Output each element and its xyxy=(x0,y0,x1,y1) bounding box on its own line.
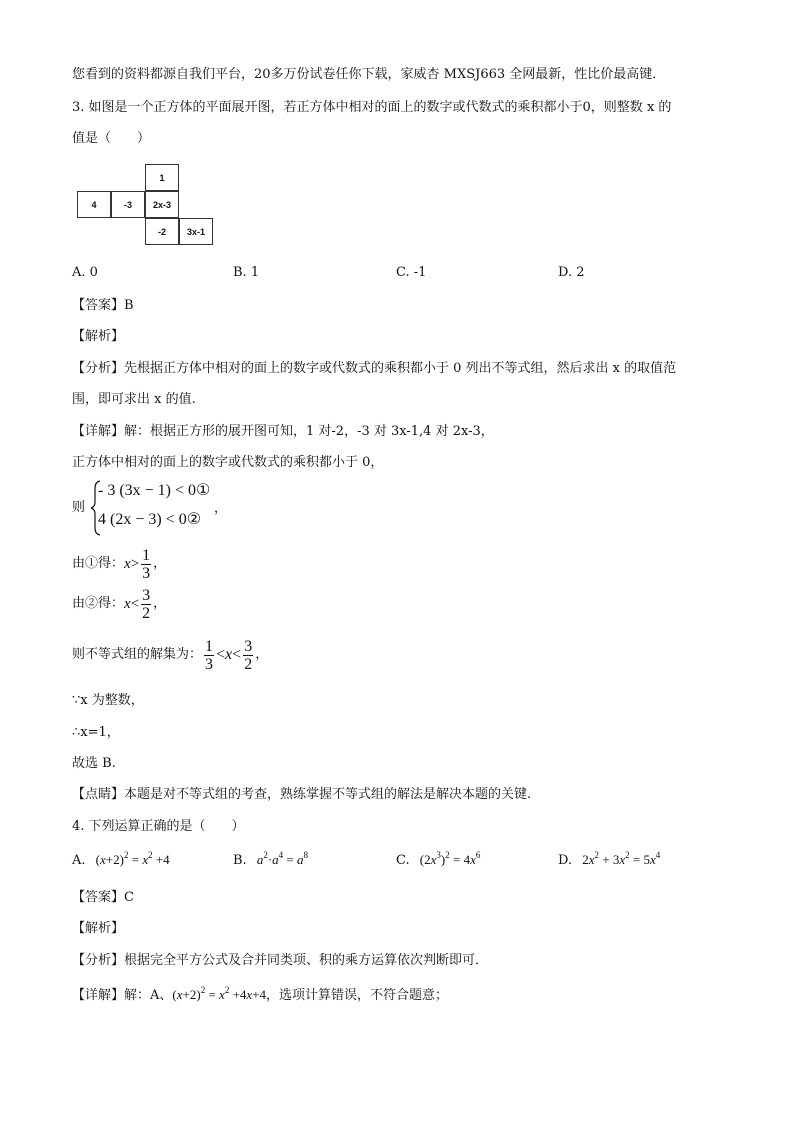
therefore-line: ∴x=1， xyxy=(72,725,120,740)
net-cell-row2-1: 4 xyxy=(77,191,111,218)
q3-fenxi-line1: 【分析】先根据正方体中相对的面上的数字或代数式的乘积都小于 0 列出不等式组，然后求出 x 的取值范 xyxy=(72,361,677,376)
q4-option-d-label: D. xyxy=(558,853,573,868)
system-comma: ， xyxy=(214,501,228,516)
q4-option-b-formula: $a^2\cdot a^4 = a^8$ xyxy=(256,850,309,867)
q4-stem: 4. 下列运算正确的是（ ） xyxy=(72,819,245,834)
var-x: x xyxy=(124,556,131,572)
fraction-one-third: $\frac{1}{3}$ xyxy=(205,637,214,673)
fraction-one-third: $\frac{1}{3}$ xyxy=(142,546,151,582)
from-ineq1 xyxy=(72,544,166,584)
q4-option-a-label: A. xyxy=(72,853,86,868)
comma: ， xyxy=(153,556,167,571)
lt-sign: < xyxy=(130,596,140,612)
comma: ， xyxy=(255,647,269,662)
solution-set xyxy=(72,634,268,676)
ze-label: 则 xyxy=(72,500,86,515)
fraction-three-halves: $\frac{3}{2}$ xyxy=(244,637,253,673)
net-cell-row2-2: -3 xyxy=(111,191,145,218)
q4-option-c xyxy=(396,852,480,868)
comma: ， xyxy=(153,596,167,611)
q4-xiangjie-prefix: 【详解】解：A、 xyxy=(72,988,173,1003)
q4-option-c-label: C. xyxy=(396,853,410,868)
gt-sign: > xyxy=(130,556,140,572)
q3-dianjing: 【点睛】本题是对不等式组的考查，熟练掌握不等式组的解法是解决本题的关键. xyxy=(72,787,532,802)
from-ineq2-label: 由②得： xyxy=(72,596,125,611)
integer-note: ∵x 为整数， xyxy=(72,693,144,708)
lt-sign: < xyxy=(216,646,226,663)
q4-option-d-formula: $2x^2 + 3x^2 = 5x^4$ xyxy=(582,850,661,867)
q4-xiangjie-formula: $(x+2)^2 = x^2 +4x+4$ xyxy=(172,985,267,1002)
q3-fenxi-line2: 围，即可求出 x 的值. xyxy=(72,392,196,407)
q4-fenxi: 【分析】根据完全平方公式及合并同类项、积的乘方运算依次判断即可． xyxy=(72,953,489,968)
q3-analysis-title: 【解析】 xyxy=(72,329,125,344)
q3-stem-line2: 值是（ ） xyxy=(72,131,151,146)
fraction-three-halves: $\frac{3}{2}$ xyxy=(142,586,151,622)
net-cell-row3-1: -2 xyxy=(145,218,179,245)
q3-option-a: A. 0 xyxy=(72,265,98,280)
q4-option-a-formula: $(x+2)^2 = x^2 +4$ xyxy=(95,850,170,867)
q4-option-a xyxy=(72,852,170,868)
q3-answer: 【答案】B xyxy=(72,298,134,313)
choose-line: 故选 B. xyxy=(72,756,116,771)
q3-option-b: B. 1 xyxy=(233,265,260,280)
from-ineq2 xyxy=(72,584,166,624)
q4-option-c-formula: $(2x^3)^2 = 4x^6$ xyxy=(419,850,481,867)
q4-option-b-label: B. xyxy=(233,853,247,868)
var-x: x xyxy=(225,646,233,663)
net-cell-top: 1 xyxy=(145,164,179,191)
q4-xiangjie xyxy=(72,986,448,1005)
q4-analysis-title: 【解析】 xyxy=(72,921,125,936)
q4-answer: 【答案】C xyxy=(72,890,134,905)
q3-option-d: D. 2 xyxy=(558,265,585,280)
net-cell-row2-3: 2x-3 xyxy=(145,191,179,218)
solution-label: 则不等式组的解集为： xyxy=(72,647,203,662)
q4-xiangjie-suffix: ，选项计算错误，不符合题意； xyxy=(266,988,449,1003)
from-ineq1-label: 由①得： xyxy=(72,556,125,571)
var-x: x xyxy=(124,596,131,612)
q4-option-d xyxy=(558,852,660,868)
q3-xiangjie-line1: 【详解】解：根据正方形的展开图可知，1 对-2，-3 对 3x-1,4 对 2x-3， xyxy=(72,424,494,439)
q3-stem-line1: 3. 如图是一个正方体的平面展开图，若正方体中相对的面上的数字或代数式的乘积都小于0，则整数 x 的 xyxy=(72,100,672,115)
q4-option-b xyxy=(233,852,308,868)
lt-sign: < xyxy=(232,646,242,663)
net-cell-row3-2: 3x-1 xyxy=(179,218,213,245)
cube-net-figure xyxy=(77,164,217,250)
q3-xiangjie-line2: 正方体中相对的面上的数字或代数式的乘积都小于 0， xyxy=(72,455,384,470)
inequality-2: 4 (2x − 3) < 0② xyxy=(98,511,202,528)
header-notice: 您看到的资料都源自我们平台，20多万份试卷任你下载，家威杏 MXSJ663 全网最新，性比价最高键． xyxy=(72,67,666,82)
q3-option-c: C. -1 xyxy=(396,265,427,280)
inequality-1: - 3 (3x − 1) < 0① xyxy=(98,482,211,499)
